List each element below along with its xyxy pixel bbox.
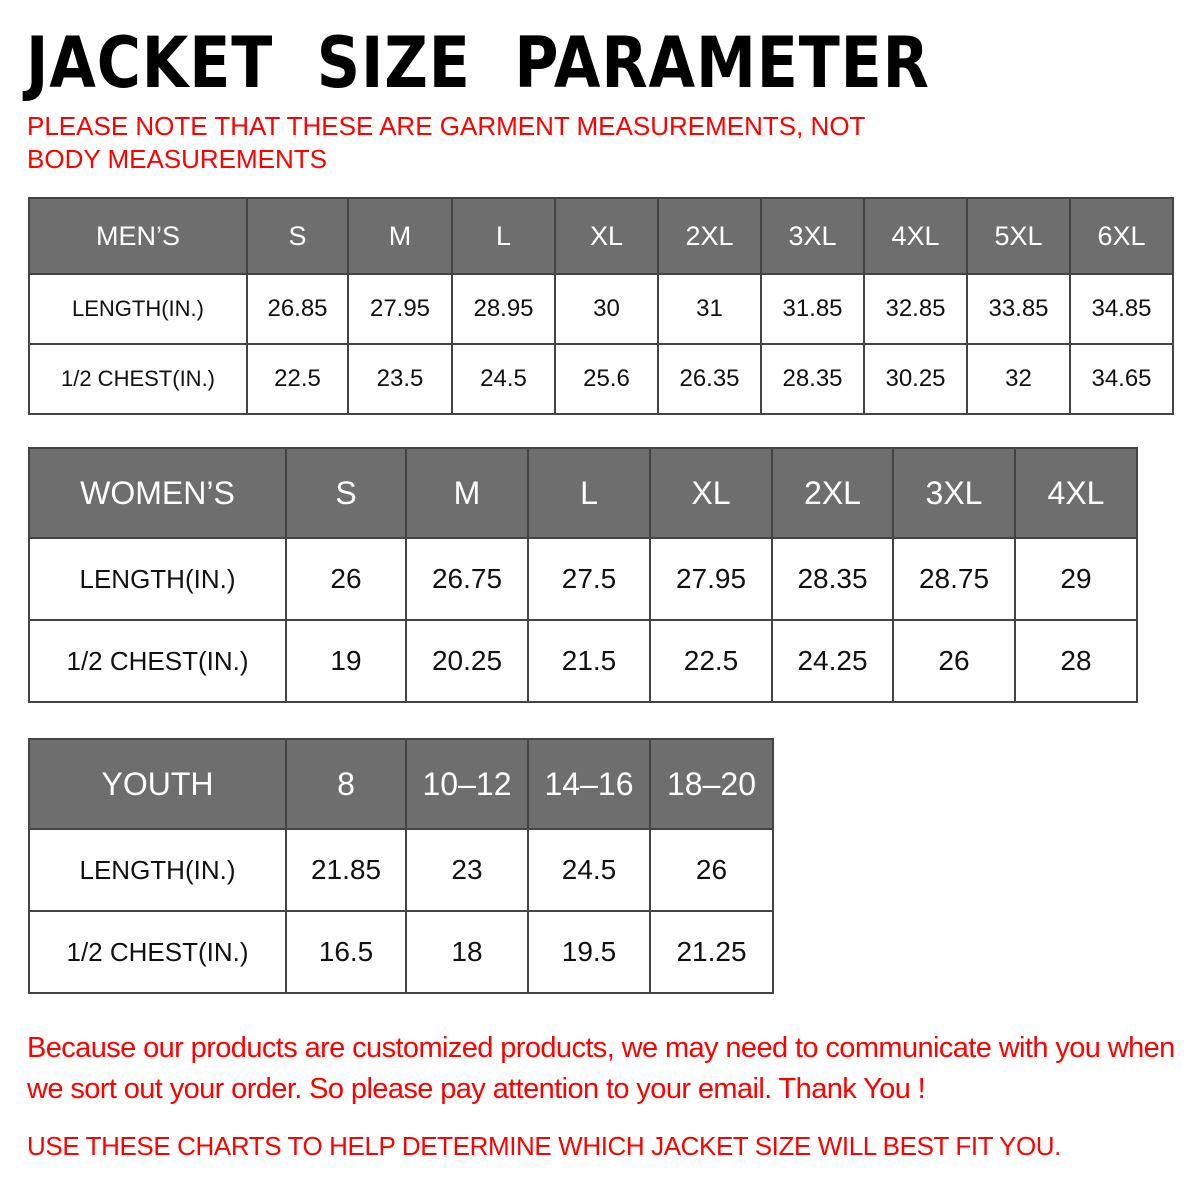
measurement-value: 26 <box>286 538 406 620</box>
size-header: XL <box>650 448 772 538</box>
measurement-value: 24.5 <box>452 344 555 414</box>
measurement-value: 19 <box>286 620 406 702</box>
measurement-value: 30.25 <box>864 344 967 414</box>
measurement-value: 26.35 <box>658 344 761 414</box>
measurement-value: 16.5 <box>286 911 406 993</box>
chart-usage-notice: USE THESE CHARTS TO HELP DETERMINE WHICH JACKET SIZE WILL BEST FIT YOU. <box>27 1131 1061 1161</box>
mens-size-table <box>28 197 1174 415</box>
measurement-label: 1/2 CHEST(IN.) <box>29 911 286 993</box>
header-row <box>29 198 1173 274</box>
measurement-value: 28.35 <box>772 538 893 620</box>
measurement-value: 23.5 <box>348 344 452 414</box>
measurement-value: 21.25 <box>650 911 773 993</box>
size-header: S <box>286 448 406 538</box>
header-row <box>29 739 773 829</box>
table-category-header: YOUTH <box>29 739 286 829</box>
measurement-value: 34.85 <box>1070 274 1173 344</box>
measurement-label: LENGTH(IN.) <box>29 538 286 620</box>
womens-size-table <box>28 447 1138 703</box>
measurement-value: 21.5 <box>528 620 650 702</box>
size-header: 5XL <box>967 198 1070 274</box>
table-row <box>29 274 1173 344</box>
measurement-value: 20.25 <box>406 620 528 702</box>
measurement-value: 26 <box>893 620 1015 702</box>
size-header: XL <box>555 198 658 274</box>
size-header: M <box>348 198 452 274</box>
measurement-value: 27.5 <box>528 538 650 620</box>
measurement-value: 25.6 <box>555 344 658 414</box>
table-row <box>29 829 773 911</box>
measurement-value: 22.5 <box>247 344 348 414</box>
youth-size-table <box>28 738 774 994</box>
measurement-value: 26 <box>650 829 773 911</box>
measurement-value: 31 <box>658 274 761 344</box>
measurement-value: 31.85 <box>761 274 864 344</box>
measurement-value: 30 <box>555 274 658 344</box>
size-header: S <box>247 198 348 274</box>
size-header: 8 <box>286 739 406 829</box>
measurement-value: 28 <box>1015 620 1137 702</box>
size-header: 14–16 <box>528 739 650 829</box>
measurement-value: 18 <box>406 911 528 993</box>
measurement-value: 19.5 <box>528 911 650 993</box>
measurement-value: 23 <box>406 829 528 911</box>
measurement-value: 26.85 <box>247 274 348 344</box>
size-header: M <box>406 448 528 538</box>
measurement-value: 28.75 <box>893 538 1015 620</box>
measurement-label: 1/2 CHEST(IN.) <box>29 620 286 702</box>
size-header: 2XL <box>772 448 893 538</box>
size-header: 18–20 <box>650 739 773 829</box>
measurement-value: 24.5 <box>528 829 650 911</box>
size-header: 6XL <box>1070 198 1173 274</box>
measurement-value: 27.95 <box>348 274 452 344</box>
header-row <box>29 448 1137 538</box>
table-category-header: MEN’S <box>29 198 247 274</box>
size-header: 4XL <box>864 198 967 274</box>
table-row <box>29 344 1173 414</box>
customization-notice: Because our products are customized products, we may need to communicate with you when we sort out your order. So please pay attention to your email. Thank You ! <box>27 1032 1175 1105</box>
measurement-value: 28.35 <box>761 344 864 414</box>
size-header: 3XL <box>893 448 1015 538</box>
measurement-label: LENGTH(IN.) <box>29 829 286 911</box>
measurement-value: 32 <box>967 344 1070 414</box>
size-header: 10–12 <box>406 739 528 829</box>
measurement-value: 32.85 <box>864 274 967 344</box>
size-header: 3XL <box>761 198 864 274</box>
table-row <box>29 911 773 993</box>
measurement-value: 24.25 <box>772 620 893 702</box>
measurement-value: 34.65 <box>1070 344 1173 414</box>
table-category-header: WOMEN’S <box>29 448 286 538</box>
measurement-value: 21.85 <box>286 829 406 911</box>
measurement-value: 27.95 <box>650 538 772 620</box>
measurement-value: 33.85 <box>967 274 1070 344</box>
size-header: L <box>528 448 650 538</box>
measurement-label: LENGTH(IN.) <box>29 274 247 344</box>
garment-measurement-note: PLEASE NOTE THAT THESE ARE GARMENT MEASUREMENTS, NOT BODY MEASUREMENTS <box>27 111 865 174</box>
table-row <box>29 620 1137 702</box>
measurement-value: 26.75 <box>406 538 528 620</box>
size-header: 2XL <box>658 198 761 274</box>
table-row <box>29 538 1137 620</box>
measurement-value: 22.5 <box>650 620 772 702</box>
size-header: L <box>452 198 555 274</box>
page-title: JACKET SIZE PARAMETER <box>26 22 930 104</box>
size-header: 4XL <box>1015 448 1137 538</box>
measurement-value: 29 <box>1015 538 1137 620</box>
measurement-value: 28.95 <box>452 274 555 344</box>
measurement-label: 1/2 CHEST(IN.) <box>29 344 247 414</box>
